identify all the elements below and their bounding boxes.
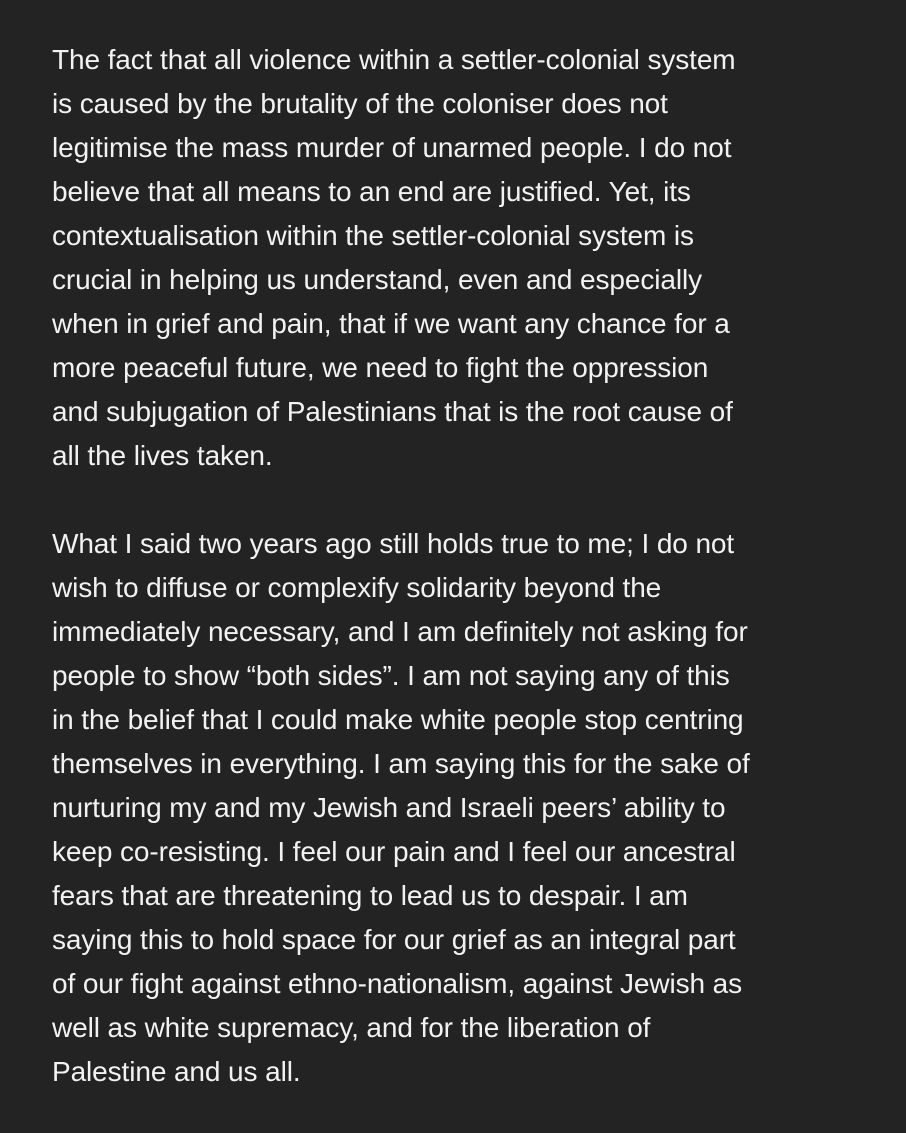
text-line: themselves in everything. I am saying this for the sake of <box>52 748 750 779</box>
text-line: saying this to hold space for our grief as an integral part <box>52 924 736 955</box>
text-line: contextualisation within the settler-colonial system is <box>52 220 694 251</box>
text-line: more peaceful future, we need to fight the oppression <box>52 352 709 383</box>
text-line: The fact that all violence within a settler-colonial system <box>52 44 736 75</box>
text-line: when in grief and pain, that if we want any chance for a <box>52 308 730 339</box>
text-line: crucial in helping us understand, even and especially <box>52 264 703 295</box>
text-line: people to show “both sides”. I am not saying any of this <box>52 660 730 691</box>
text-line: well as white supremacy, and for the liberation of <box>52 1012 651 1043</box>
text-line: immediately necessary, and I am definitely not asking for <box>52 616 748 647</box>
text-line: all the lives taken. <box>52 440 273 471</box>
text-line: nurturing my and my Jewish and Israeli peers’ ability to <box>52 792 726 823</box>
text-line: keep co-resisting. I feel our pain and I feel our ancestral <box>52 836 736 867</box>
text-line: is caused by the brutality of the coloniser does not <box>52 88 668 119</box>
paragraph-2 <box>52 522 866 1094</box>
text-line: legitimise the mass murder of unarmed people. I do not <box>52 132 732 163</box>
text-line: What I said two years ago still holds true to me; I do not <box>52 528 735 559</box>
text-line: of our fight against ethno-nationalism, against Jewish as <box>52 968 743 999</box>
text-line: fears that are threatening to lead us to despair. I am <box>52 880 688 911</box>
text-line: in the belief that I could make white people stop centring <box>52 704 744 735</box>
paragraph-1 <box>52 38 866 478</box>
text-line: Palestine and us all. <box>52 1056 301 1087</box>
text-line: wish to diffuse or complexify solidarity beyond the <box>52 572 662 603</box>
text-line: and subjugation of Palestinians that is the root cause of <box>52 396 733 427</box>
text-line: believe that all means to an end are justified. Yet, its <box>52 176 691 207</box>
